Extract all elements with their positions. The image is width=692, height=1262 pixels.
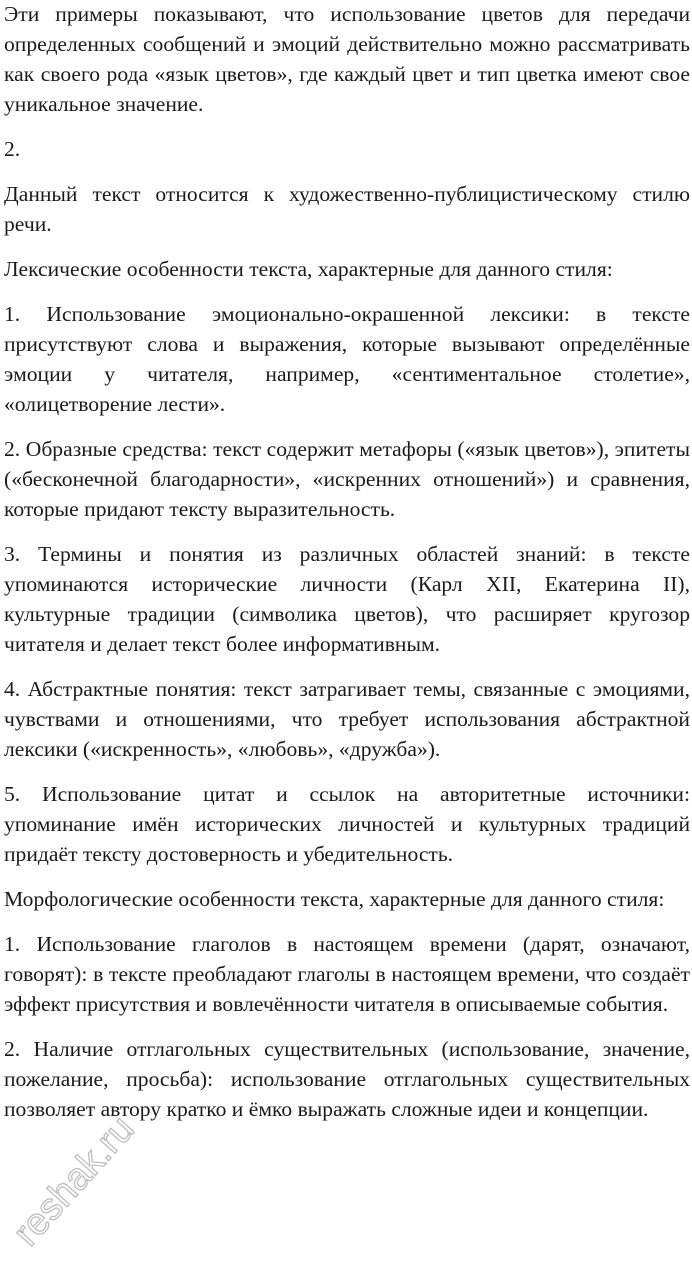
list-item-lexical-3: 3. Термины и понятия из различных областей знаний: в тексте упоминаются исторические личности (Карл XII, Екатерина II), культурные традиции (символика цветов), что расширяет кругозор читателя и делает текст более информативным. [4, 542, 690, 656]
list-item-lexical-5: 5. Использование цитат и ссылок на авторитетные источники: упоминание имён исторических личностей и культурных традиций придаёт тексту достоверность и убедительность. [4, 782, 690, 866]
list-item-morphological-2: 2. Наличие отглагольных существительных (использование, значение, пожелание, просьба): использование отглагольных существительных позволяет автору кратко и ёмко выражать сложные идеи и концепции. [4, 1037, 690, 1121]
list-item-lexical-2: 2. Образные средства: текст содержит метафоры («язык цветов»), эпитеты («бесконечной благодарности», «искренних отношений») и сравнения, которые придают тексту выразительность. [4, 437, 690, 521]
heading-morphological-features: Морфологические особенности текста, характерные для данного стиля: [4, 887, 665, 911]
section-number: 2. [4, 137, 21, 161]
list-item-morphological-1: 1. Использование глаголов в настоящем времени (дарят, означают, говорят): в тексте преобладают глаголы в настоящем времени, что создаёт эффект присутствия и вовлечённости читателя в описываемые события. [4, 932, 690, 1016]
list-item-lexical-1: 1. Использование эмоционально-окрашенной лексики: в тексте присутствуют слова и выражения, которые вызывают определённые эмоции у читателя, например, «сентиментальное столетие», «олицетворение лести». [4, 302, 690, 416]
paragraph-intro-summary: Эти примеры показывают, что использование цветов для передачи определенных сообщений и эмоций действительно можно рассматривать как своего рода «язык цветов», где каждый цвет и тип цветка имеют свое уникальное значение. [4, 2, 690, 116]
watermark-text: reshak.ru [5, 1108, 143, 1255]
paragraph-style-statement: Данный текст относится к художественно-публицистическому стилю речи. [4, 182, 690, 236]
list-item-lexical-4: 4. Абстрактные понятия: текст затрагивает темы, связанные с эмоциями, чувствами и отношениями, что требует использования абстрактной лексики («искренность», «любовь», «дружба»). [4, 677, 690, 761]
heading-lexical-features: Лексические особенности текста, характерные для данного стиля: [4, 257, 613, 281]
document-body [4, 0, 690, 1139]
